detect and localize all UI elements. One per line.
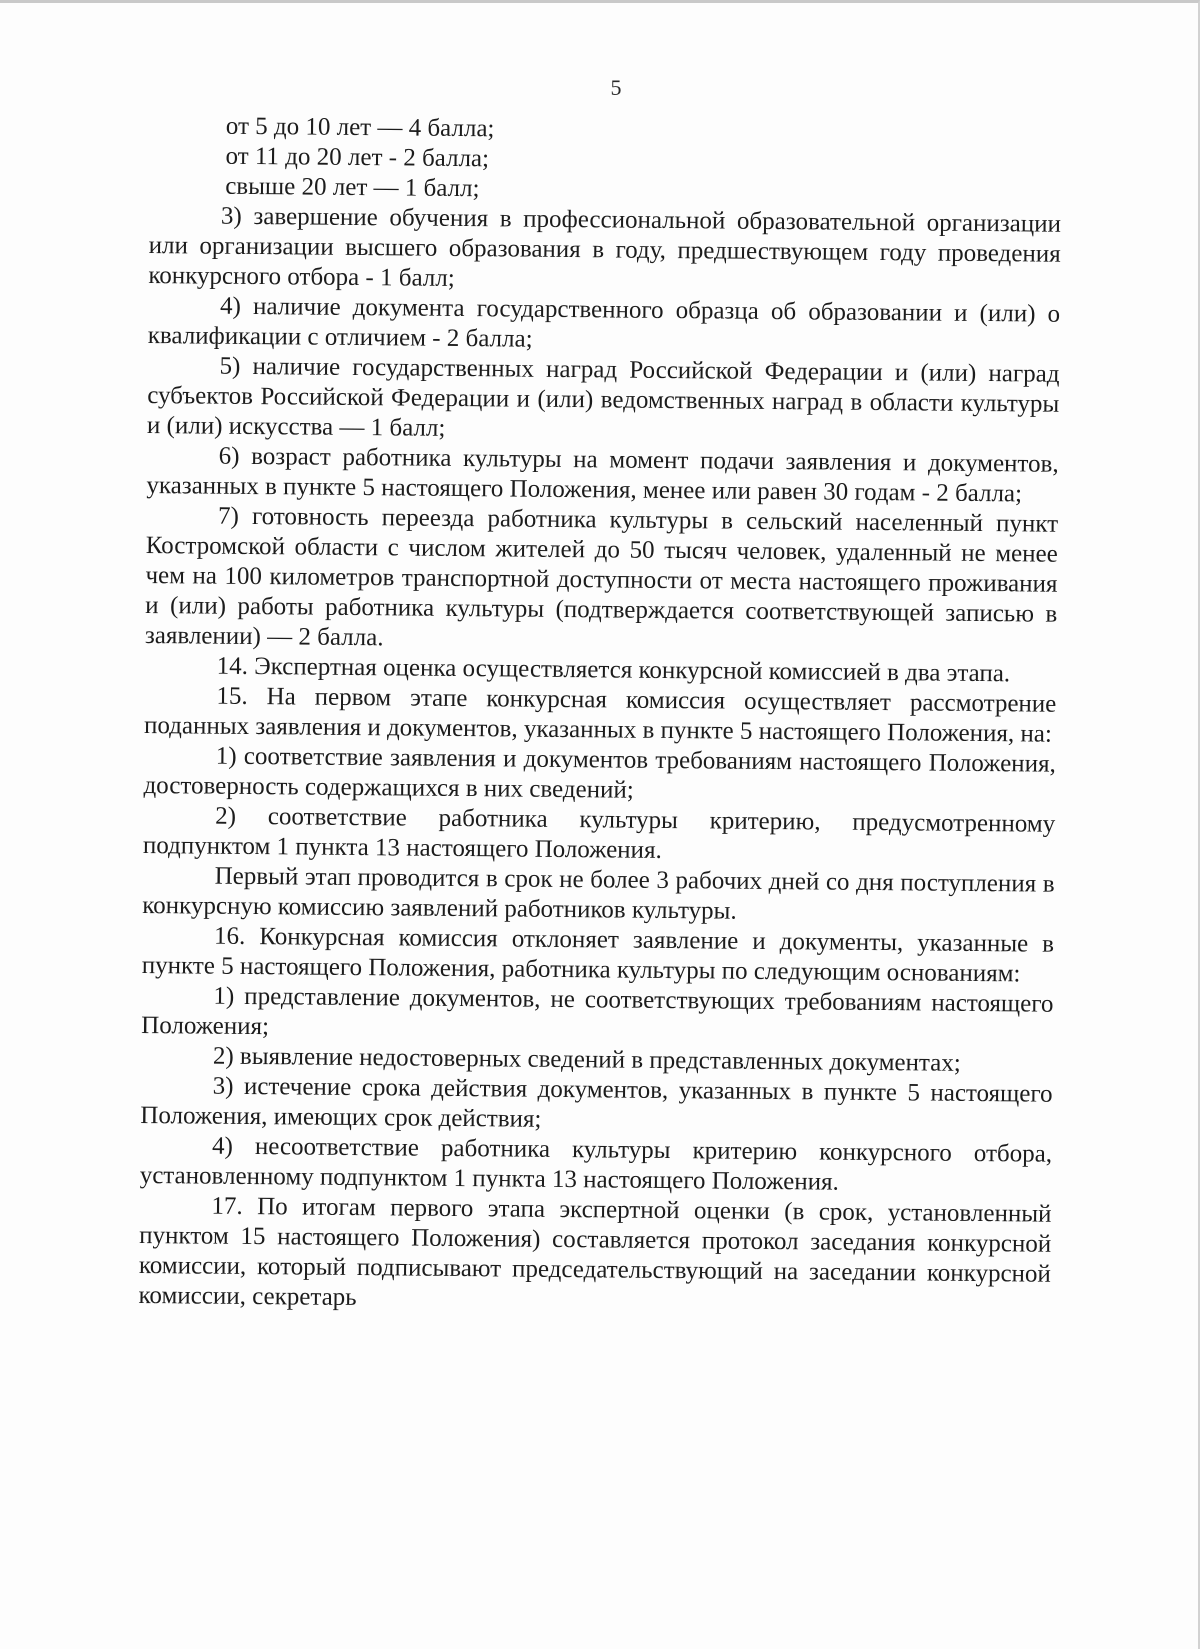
- paragraph-16-item-1: 1) представление документов, не соответствующих требованиям настоящего Положения;: [141, 982, 1054, 1041]
- paragraph-item-6: 6) возраст работника культуры на момент подачи заявления и документов, указанных в пункте 5 настоящего Положения, менее или равен 30 годам - 2 балла;: [146, 442, 1059, 508]
- paragraph-17: 17. По итогам первого этапа экспертной оценки (в срок, установленный пунктом 15 настоящего Положения) составляется протокол заседания конкурсной комиссии, который подписывают председательствующий на заседании конкурсной комиссии, секретарь: [138, 1192, 1052, 1312]
- score-line-over-20: свыше 20 лет — 1 балл;: [225, 172, 480, 203]
- paragraph-14: 14. Экспертная оценка осуществляется конкурсной комиссией в два этапа.: [216, 652, 1011, 688]
- paragraph-16-item-4: 4) несоответствие работника культуры критерию конкурсного отбора, установленному подпунктом 1 пункта 13 настоящего Положения.: [139, 1132, 1053, 1196]
- paragraph-15-item-2: 2) соответствие работника культуры критерию, предусмотренному подпунктом 1 пункта 13 настоящего Положения.: [142, 802, 1056, 864]
- paragraph-item-5: 5) наличие государственных наград Российской Федерации и (или) наград субъектов Российской Федерации и (или) ведомственных наград в области культуры и (или) искусства — 1 балл;: [146, 352, 1060, 442]
- paragraph-15: 15. На первом этапе конкурсная комиссия осуществляет рассмотрение поданных заявления и документов, указанных в пункте 5 настоящего Положения, на:: [143, 682, 1057, 748]
- paragraph-item-3: 3) завершение обучения в профессиональной образовательной организации или организации высшего образования в году, предшествующем году проведения конкурсного отбора - 1 балл;: [148, 202, 1062, 292]
- document-body: [138, 111, 1061, 1320]
- paragraph-16: 16. Конкурсная комиссия отклоняет заявление и документы, указанные в пункте 5 настоящего Положения, работника культуры по следующим основаниям:: [141, 922, 1055, 988]
- paragraph-item-7: 7) готовность переезда работника культуры в сельский населенный пункт Костромской области с числом жителей до 50 тысяч человек, удаленный не менее чем на 100 километров транспортной доступности от места настоящего проживания и (или) работы работника культуры (подтверждается соответствующей записью в заявлении) — 2 балла.: [144, 502, 1059, 652]
- page-number: 5: [610, 75, 622, 100]
- paragraph-16-item-3: 3) истечение срока действия документов, указанных в пункте 5 настоящего Положения, имеющих срок действия;: [140, 1072, 1053, 1133]
- paragraph-16-item-2: 2) выявление недостоверных сведений в представленных документах;: [212, 1042, 961, 1077]
- paragraph-item-4: 4) наличие документа государственного образца об образовании и (или) о квалификации с отличием - 2 балла;: [147, 292, 1061, 353]
- score-line-5-10: от 5 до 10 лет — 4 балла;: [225, 112, 495, 143]
- paragraph-first-stage-term: Первый этап проводится в срок не более 3 рабочих дней со дня поступления в конкурсную комиссию заявлений работников культуры.: [142, 862, 1055, 925]
- score-line-11-20: от 11 до 20 лет - 2 балла;: [225, 142, 490, 173]
- paragraph-15-item-1: 1) соответствие заявления и документов требованиям настоящего Положения, достоверность содержащихся в них сведений;: [143, 742, 1056, 804]
